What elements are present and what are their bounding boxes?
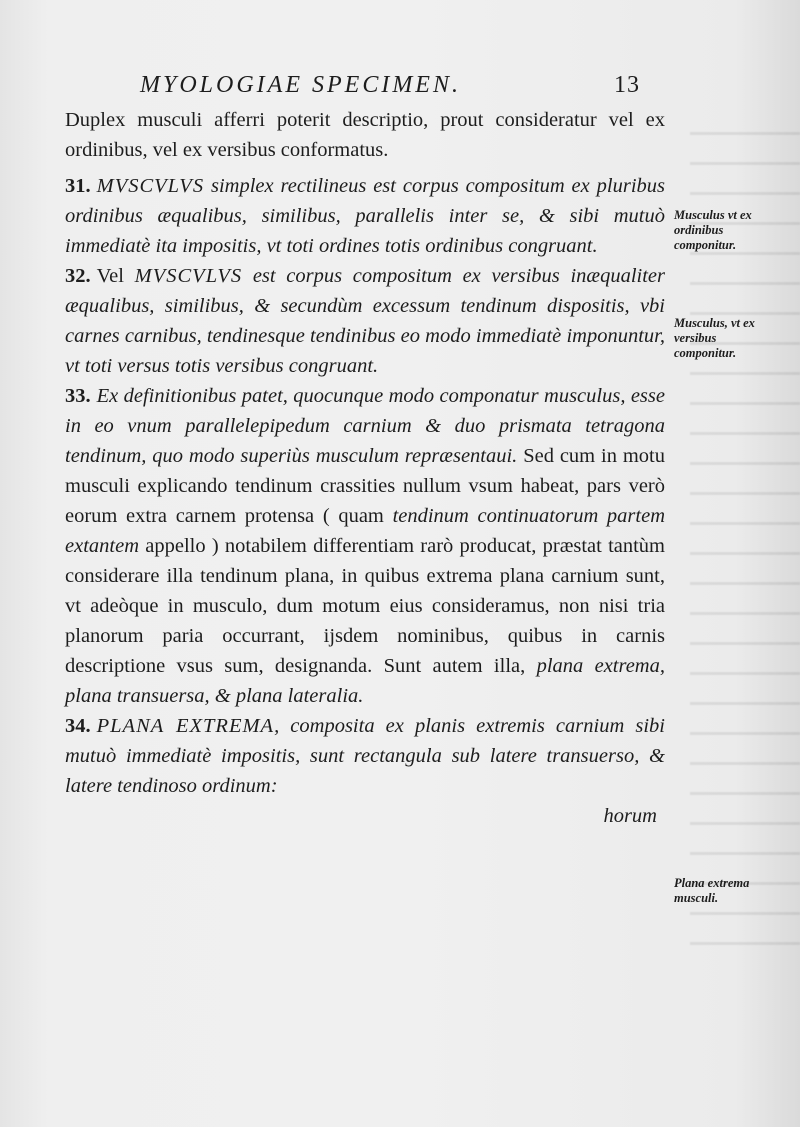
- prefix-word: Vel: [96, 265, 124, 287]
- page-number: 13: [614, 72, 640, 98]
- catchword: horum: [603, 805, 657, 827]
- paragraph-text: Sed cum in motu musculi explicando tendinum crassities nullum vsum habeat, pars verò eorum extra carnem protensa ( quam: [65, 445, 665, 527]
- paragraph-34: [65, 711, 665, 801]
- margin-note: Musculus, vt ex versibus componitur.: [674, 316, 755, 360]
- paragraph-intro: Duplex musculi afferri poterit descriptio, prout consideratur vel ex ordinibus, vel ex versibus conformatus.: [65, 109, 665, 161]
- margin-note: Plana extrema musculi.: [674, 876, 750, 905]
- section-number: 32.: [65, 265, 91, 287]
- paragraph-text: simplex rectilineus est corpus compositum ex pluribus ordinibus æqualibus, similibus, parallelis inter se, & sibi mutuò immediatè ita impositis, vt toti ordines totis ordinibus congruant.: [65, 175, 666, 257]
- section-number: 34.: [65, 715, 91, 737]
- running-title: MYOLOGIAE SPECIMEN.: [140, 72, 461, 98]
- lead-term: PLANA EXTREMA: [96, 715, 275, 737]
- paragraph-text: appello ) notabilem differentiam rarò producat, præstat tantùm considerare illa tendinum plana, in quibus extrema plana carnium sunt, vt adeòque in musculo, dum motum eius consideramus, non nisi tria planorum paria occurrant, ijsdem nominibus, quibus in carnis descriptione vsus sum, designanda. Sunt autem illa,: [65, 535, 666, 677]
- running-header: [140, 72, 640, 99]
- italic-segment: Ex definitionibus patet, quocunque modo componatur musculus, esse in eo vnum parallelepipedum carnium & duo prismata tetragona tendinum, quo modo superiùs musculum repræsentaui.: [65, 385, 665, 467]
- paragraph-33: [65, 381, 665, 711]
- italic-segment: plana extrema, plana transuersa, & plana lateralia.: [65, 655, 665, 707]
- paragraph-text: , composita ex planis extremis carnium sibi mutuò immediatè impositis, sunt rectangula sub latere transuerso, & latere tendinoso ordinum:: [65, 715, 665, 797]
- lead-term: MVSCVLVS: [134, 265, 243, 287]
- paragraph-text: est corpus compositum ex versibus inæqualiter æqualibus, similibus, & secundùm excessum tendinum dispositis, vbi carnes carnibus, tendinesque tendinibus eo modo immediatè imponuntur, vt toti versus totis versibus congruant.: [65, 265, 666, 377]
- main-text: [65, 105, 665, 831]
- italic-segment: tendinum continuatorum partem extantem: [65, 505, 666, 557]
- paragraph-32: [65, 261, 665, 381]
- margin-note: Musculus vt ex ordinibus componitur.: [674, 208, 752, 252]
- paragraph-31: [65, 171, 665, 261]
- lead-term: MVSCVLVS: [96, 175, 205, 197]
- section-number: 33.: [65, 385, 91, 407]
- section-number: 31.: [65, 175, 91, 197]
